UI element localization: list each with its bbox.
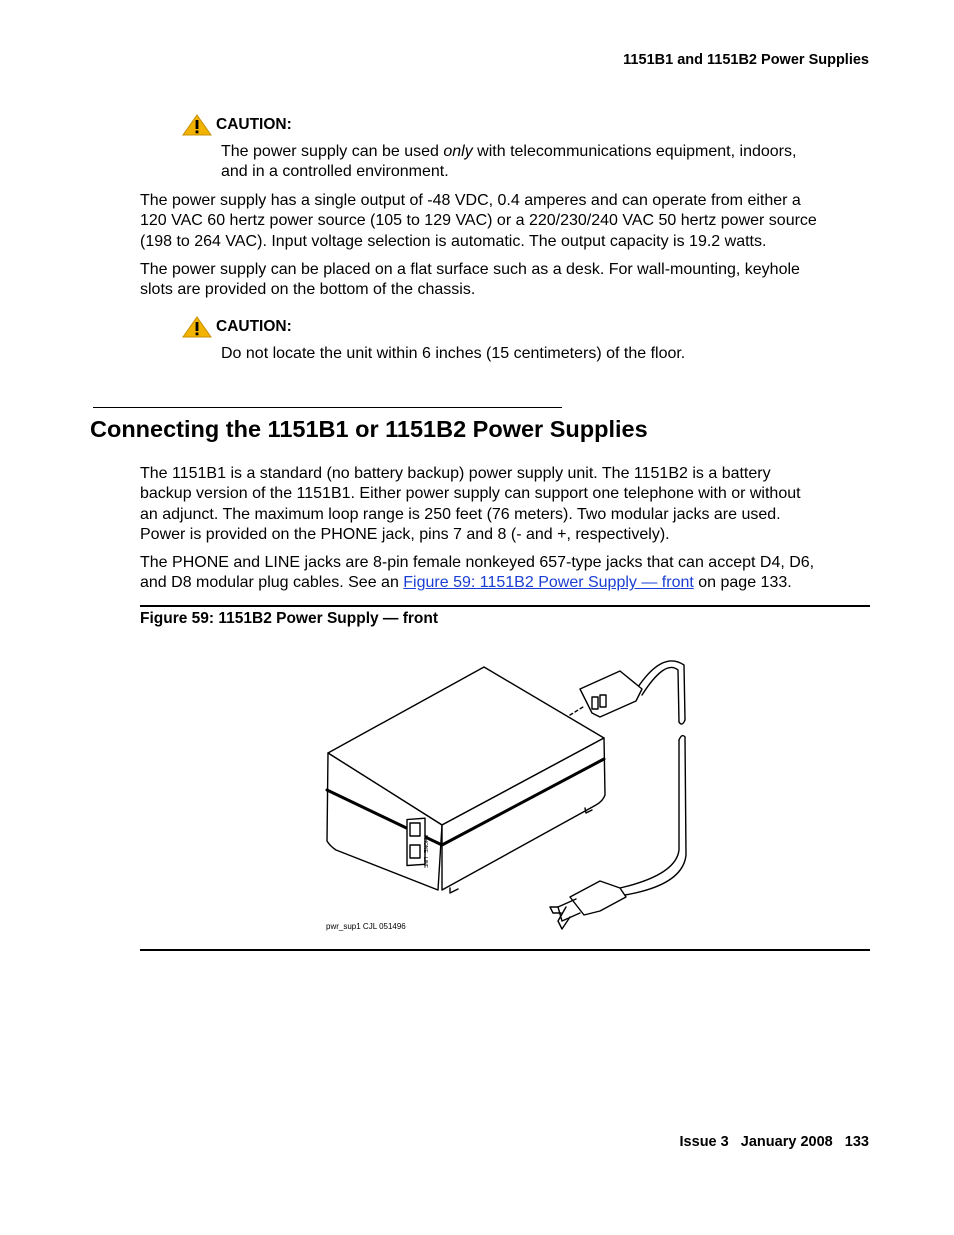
text-line: an adjunct. The maximum loop range is 250 feet (76 meters). Two modular jacks are used. [140, 505, 781, 523]
text-line: backup version of the 1151B1. Either power supply can support one telephone with or without [140, 485, 801, 503]
text-line: 120 VAC 60 hertz power source (105 to 129 VAC) or a 220/230/240 VAC 50 hertz power source [140, 212, 817, 230]
text-line: The PHONE and LINE jacks are 8-pin female nonkeyed 657-type jacks that can accept D4, D6, [140, 554, 815, 571]
figure-bottom-rule [140, 949, 870, 951]
text-line: The power supply can be placed on a flat surface such as a desk. For wall-mounting, keyhole [140, 261, 800, 278]
section-title: Connecting the 1151B1 or 1151B2 Power Supplies [90, 416, 648, 442]
figure-art-label: pwr_sup1 CJL 051496 [326, 922, 406, 931]
iec-connector [580, 671, 642, 717]
paragraph-output [140, 191, 817, 252]
warning-icon [182, 114, 212, 136]
text-part: on page 133. [693, 574, 792, 592]
wall-plug [570, 881, 626, 915]
text-line: (198 to 264 VAC). Input voltage selection is automatic. The output capacity is 19.2 watts. [140, 232, 767, 250]
caution-title: CAUTION: [216, 116, 292, 133]
text-part: and D8 modular plug cables. See an [140, 574, 404, 592]
section-divider [93, 407, 562, 408]
line-jack-label: LINE [422, 857, 428, 869]
text-line: The 1151B1 is a standard (no battery backup) power supply unit. The 1151B2 is a battery [140, 465, 771, 482]
caution-heading [182, 114, 292, 136]
caution-heading [182, 316, 292, 338]
caution-title: CAUTION: [216, 318, 292, 335]
figure-link[interactable]: Figure 59: 1151B2 Power Supply — front [403, 574, 694, 592]
figure-caption: Figure 59: 1151B2 Power Supply — front [140, 610, 439, 627]
paragraph-jacks [140, 553, 814, 594]
text-line: Power is provided on the PHONE jack, pins 7 and 8 (- and +, respectively). [140, 525, 670, 543]
power-supply-illustration [300, 645, 720, 945]
phone-jack-label: PHONE [422, 835, 428, 853]
caution-emphasis: only [443, 143, 473, 160]
power-cord-lower [620, 740, 679, 888]
caution-text-part: The power supply can be used [221, 143, 444, 160]
caution-text-part: with telecommunications equipment, indoors, [472, 143, 797, 160]
warning-icon [182, 316, 212, 338]
caution-text: Do not locate the unit within 6 inches (15 centimeters) of the floor. [221, 345, 686, 362]
caution-text [221, 142, 796, 182]
text-line: slots are provided on the bottom of the chassis. [140, 281, 476, 299]
figure-top-rule [140, 605, 870, 607]
page-number: 133 [844, 1134, 869, 1150]
footer-issue: Issue 3 [679, 1134, 729, 1150]
text-line: The power supply has a single output of -48 VDC, 0.4 amperes and can operate from either a [140, 192, 801, 209]
footer-date: January 2008 [740, 1134, 833, 1150]
caution-text-line: and in a controlled environment. [221, 163, 449, 180]
running-header: 1151B1 and 1151B2 Power Supplies [623, 52, 869, 68]
paragraph-description [140, 464, 801, 545]
page-footer [680, 1134, 869, 1150]
paragraph-placement [140, 260, 800, 301]
